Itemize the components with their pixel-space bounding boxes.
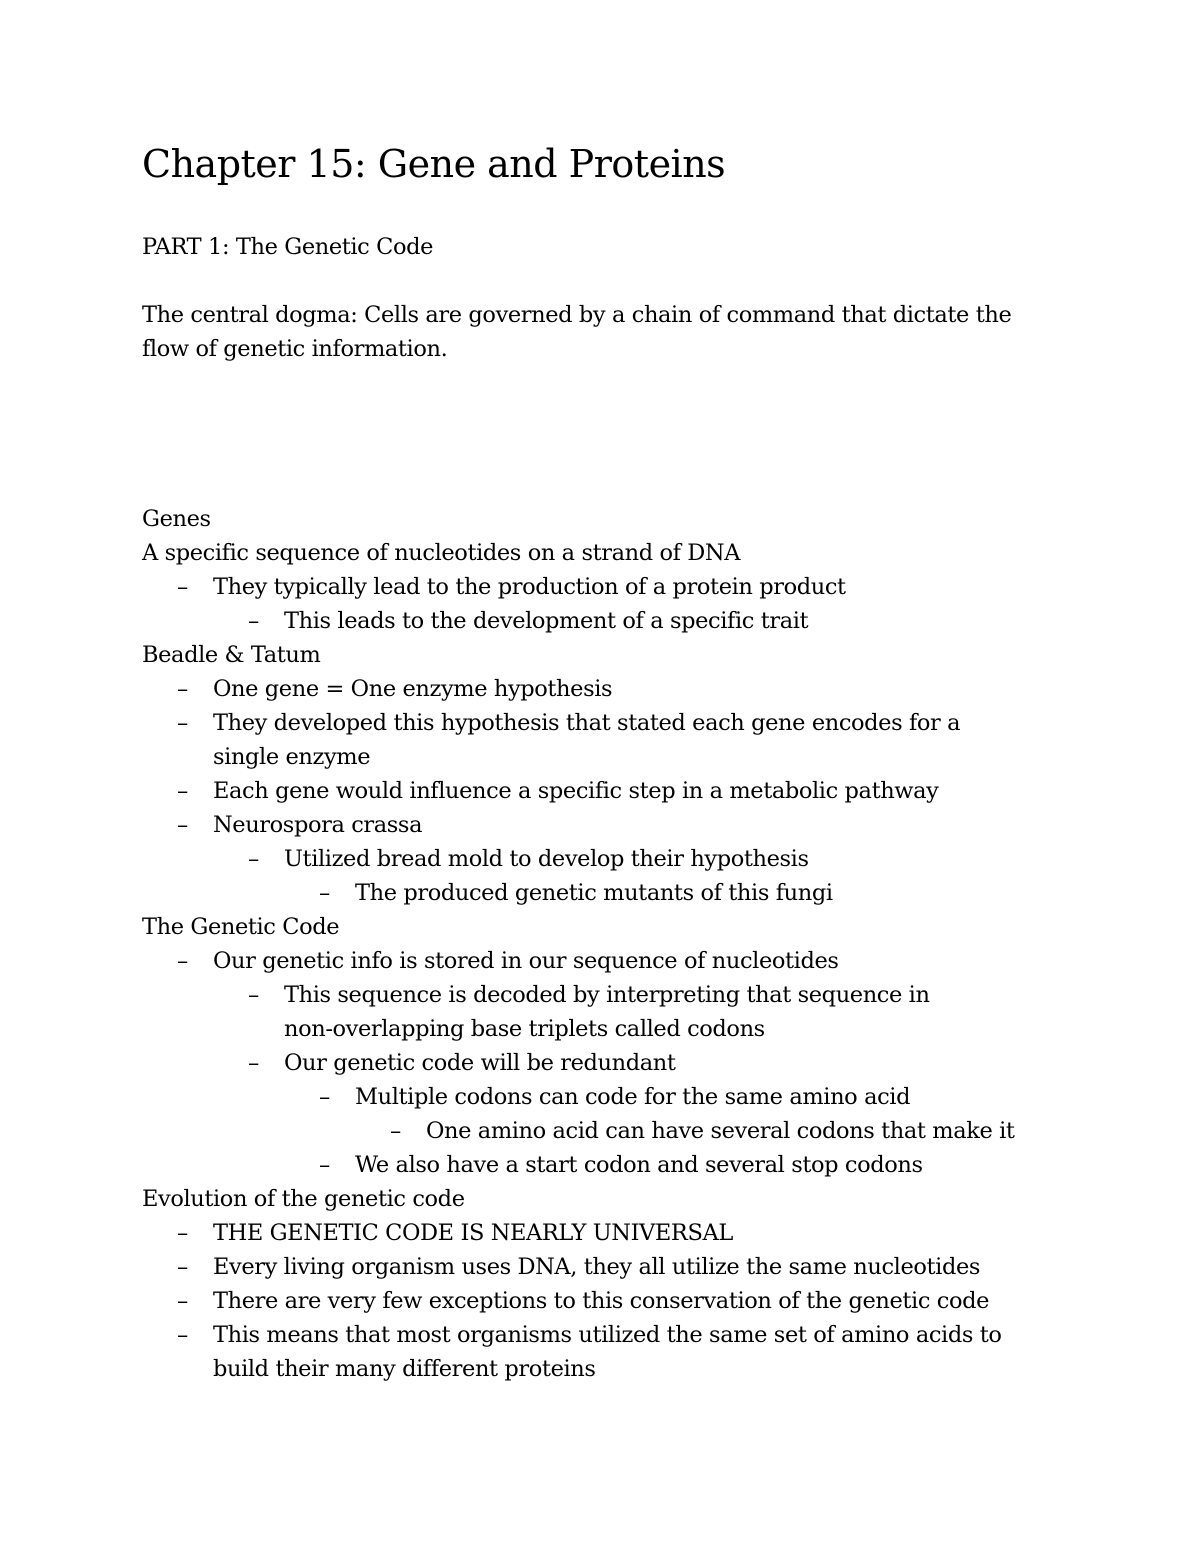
bullet-dash: – bbox=[177, 676, 188, 702]
bullet-dash: – bbox=[248, 608, 259, 634]
bullet-dash: – bbox=[177, 778, 188, 804]
list-item-text: Each gene would influence a specific step in a metabolic pathway bbox=[213, 778, 939, 804]
section-heading: Beadle & Tatum bbox=[142, 642, 321, 668]
list-item-text: This sequence is decoded by interpreting that sequence in bbox=[284, 982, 930, 1008]
section-heading: Genes bbox=[142, 506, 211, 532]
intro-line-2: flow of genetic information. bbox=[142, 336, 448, 362]
list-item-text: Multiple codons can code for the same amino acid bbox=[355, 1084, 911, 1110]
bullet-dash: – bbox=[319, 1084, 330, 1110]
list-item-text: We also have a start codon and several stop codons bbox=[355, 1152, 923, 1178]
list-item-continuation: single enzyme bbox=[213, 744, 371, 770]
bullet-dash: – bbox=[319, 880, 330, 906]
bullet-dash: – bbox=[177, 1220, 188, 1246]
list-item-text: One amino acid can have several codons that make it bbox=[426, 1118, 1015, 1144]
bullet-dash: – bbox=[177, 1322, 188, 1348]
list-item-continuation: non-overlapping base triplets called codons bbox=[284, 1016, 765, 1042]
list-item-text: They developed this hypothesis that stated each gene encodes for a bbox=[213, 710, 961, 736]
bullet-dash: – bbox=[248, 1050, 259, 1076]
section-heading: The Genetic Code bbox=[142, 914, 340, 940]
bullet-dash: – bbox=[319, 1152, 330, 1178]
list-item-text: There are very few exceptions to this conservation of the genetic code bbox=[213, 1288, 990, 1314]
bullet-dash: – bbox=[177, 574, 188, 600]
list-item-text: They typically lead to the production of a protein product bbox=[213, 574, 846, 600]
bullet-dash: – bbox=[177, 1288, 188, 1314]
bullet-dash: – bbox=[177, 948, 188, 974]
list-item-text: One gene = One enzyme hypothesis bbox=[213, 676, 613, 702]
list-item-text: Utilized bread mold to develop their hypothesis bbox=[284, 846, 809, 872]
section-heading: Evolution of the genetic code bbox=[142, 1186, 465, 1212]
bullet-dash: – bbox=[177, 812, 188, 838]
list-item-text: Neurospora crassa bbox=[213, 812, 423, 838]
page-title: Chapter 15: Gene and Proteins bbox=[142, 142, 726, 186]
bullet-dash: – bbox=[390, 1118, 401, 1144]
bullet-dash: – bbox=[177, 710, 188, 736]
intro-line-1: The central dogma: Cells are governed by a chain of command that dictate the bbox=[142, 302, 1012, 328]
bullet-dash: – bbox=[248, 982, 259, 1008]
list-item-continuation: build their many different proteins bbox=[213, 1356, 596, 1382]
list-item-text: Every living organism uses DNA, they all utilize the same nucleotides bbox=[213, 1254, 981, 1280]
list-item-text: The produced genetic mutants of this fungi bbox=[355, 880, 833, 906]
list-item-text: Our genetic info is stored in our sequence of nucleotides bbox=[213, 948, 839, 974]
list-item-text: Our genetic code will be redundant bbox=[284, 1050, 676, 1076]
bullet-dash: – bbox=[177, 1254, 188, 1280]
list-item-text: This leads to the development of a specific trait bbox=[284, 608, 809, 634]
section-subheading: A specific sequence of nucleotides on a strand of DNA bbox=[142, 540, 741, 566]
part-heading: PART 1: The Genetic Code bbox=[142, 234, 434, 260]
list-item-text: This means that most organisms utilized the same set of amino acids to bbox=[213, 1322, 1002, 1348]
list-item-text: THE GENETIC CODE IS NEARLY UNIVERSAL bbox=[213, 1220, 733, 1246]
bullet-dash: – bbox=[248, 846, 259, 872]
